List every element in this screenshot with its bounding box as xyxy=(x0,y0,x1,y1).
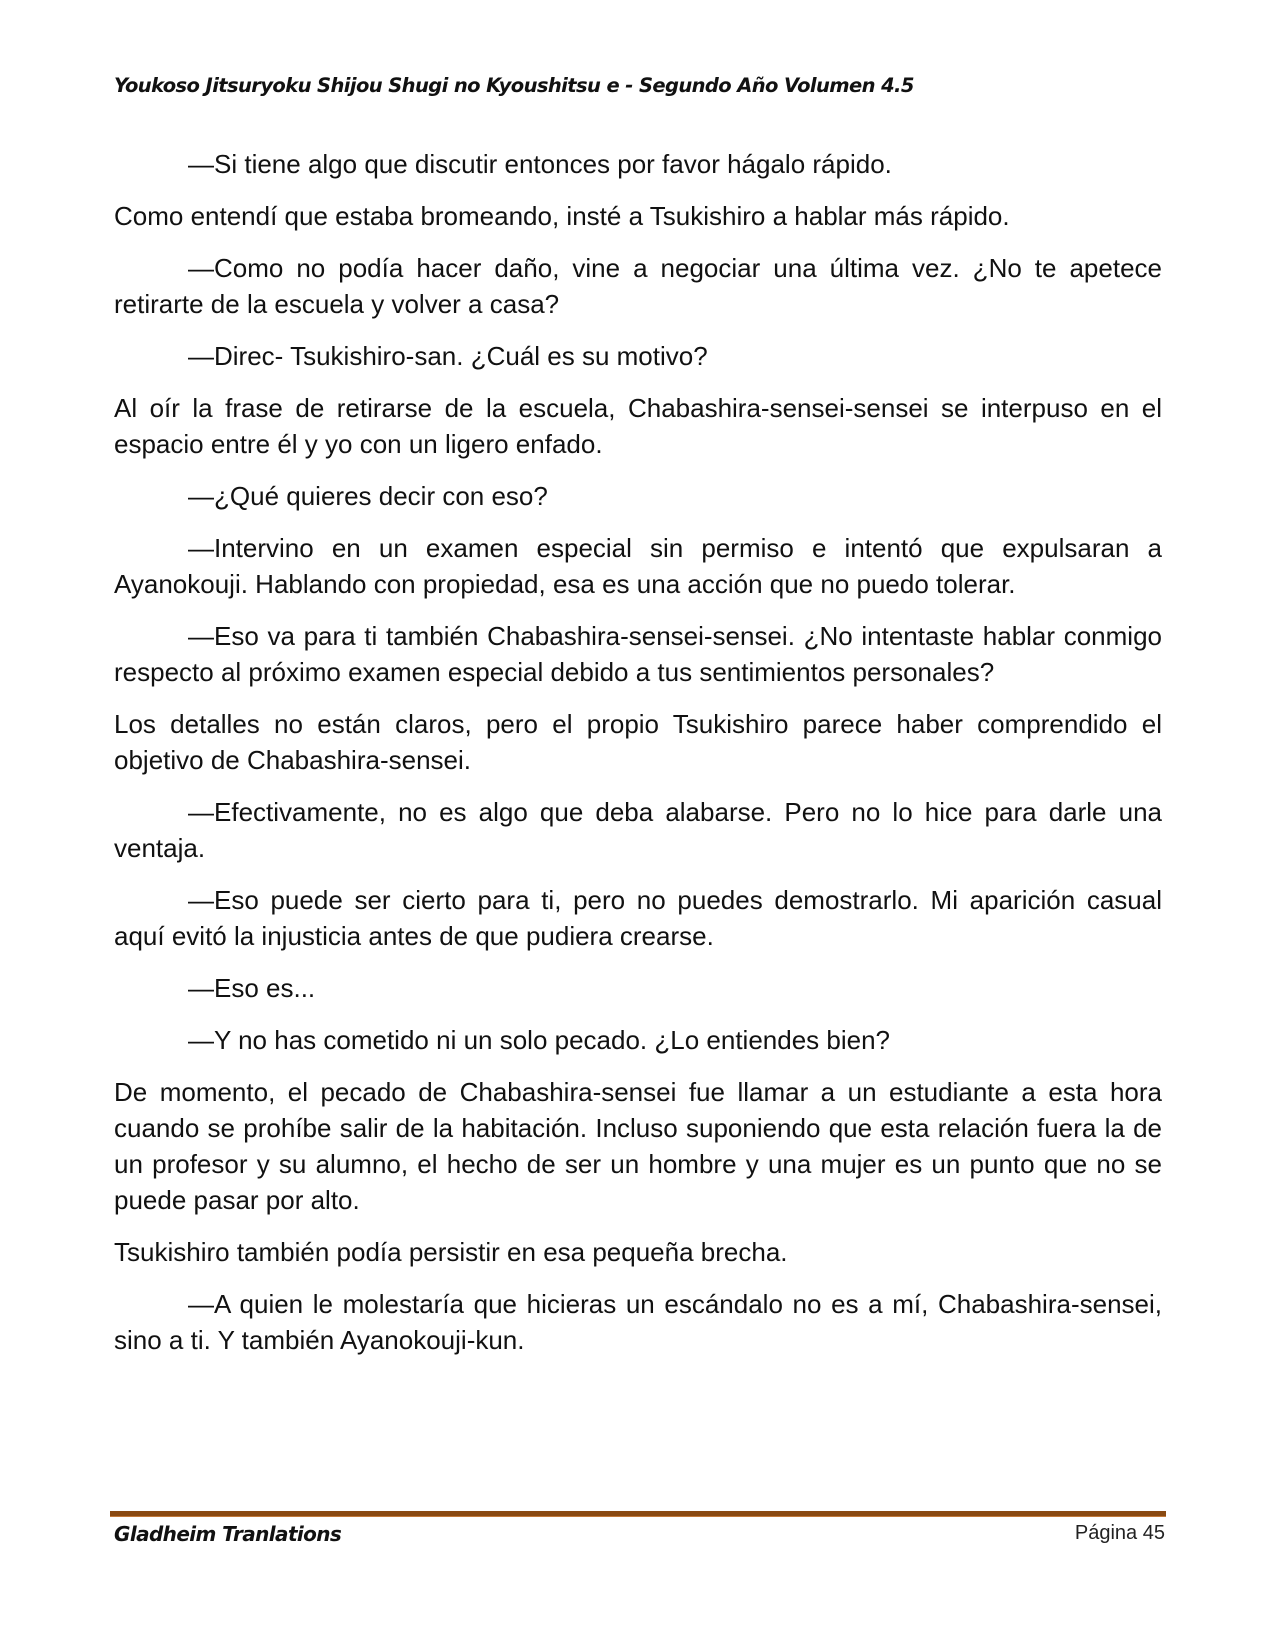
paragraph: Los detalles no están claros, pero el propio Tsukishiro parece haber comprendido el objetivo de Chabashira-sensei. xyxy=(114,709,1162,775)
paragraph: —Direc- Tsukishiro-san. ¿Cuál es su motivo? xyxy=(188,341,708,371)
paragraph: —Eso puede ser cierto para ti, pero no puedes demostrarlo. Mi aparición casual aquí evitó la injusticia antes de que pudiera crearse. xyxy=(114,885,1162,951)
paragraph: Tsukishiro también podía persistir en esa pequeña brecha. xyxy=(114,1237,788,1267)
paragraph: Al oír la frase de retirarse de la escuela, Chabashira-sensei-sensei se interpuso en el espacio entre él y yo con un ligero enfado. xyxy=(114,393,1162,459)
paragraph: —¿Qué quieres decir con eso? xyxy=(188,481,548,511)
paragraph: —Si tiene algo que discutir entonces por favor hágalo rápido. xyxy=(188,149,892,179)
paragraph: De momento, el pecado de Chabashira-sensei fue llamar a un estudiante a esta hora cuando se prohíbe salir de la habitación. Incluso suponiendo que esta relación fuera la de un profesor y su alumno, el hecho de ser un hombre y una mujer es un punto que no se puede pasar por alto. xyxy=(114,1077,1162,1215)
paragraph: —Intervino en un examen especial sin permiso e intentó que expulsaran a Ayanokouji. Hablando con propiedad, esa es una acción que no puedo tolerar. xyxy=(114,533,1162,599)
body-text xyxy=(114,146,1162,1374)
paragraph: —Eso va para ti también Chabashira-sensei-sensei. ¿No intentaste hablar conmigo respecto al próximo examen especial debido a tus sentimientos personales? xyxy=(114,621,1162,687)
page-number-value: 45 xyxy=(1142,1522,1165,1544)
page-label: Página xyxy=(1074,1522,1138,1544)
paragraph: —A quien le molestaría que hicieras un escándalo no es a mí, Chabashira-sensei, sino a ti. Y también Ayanokouji-kun. xyxy=(114,1289,1162,1355)
paragraph: —Eso es... xyxy=(188,973,316,1003)
paragraph: —Efectivamente, no es algo que deba alabarse. Pero no lo hice para darle una ventaja. xyxy=(114,797,1162,863)
paragraph: —Y no has cometido ni un solo pecado. ¿Lo entiendes bien? xyxy=(188,1025,890,1055)
paragraph: Como entendí que estaba bromeando, insté a Tsukishiro a hablar más rápido. xyxy=(114,201,1010,231)
page-number xyxy=(1075,1522,1165,1545)
footer-publisher: Gladheim Tranlations xyxy=(114,1522,342,1546)
paragraph: —Como no podía hacer daño, vine a negociar una última vez. ¿No te apetece retirarte de la escuela y volver a casa? xyxy=(114,253,1162,319)
running-header: Youkoso Jitsuryoku Shijou Shugi no Kyoushitsu e - Segundo Año Volumen 4.5 xyxy=(114,74,914,97)
footer-divider xyxy=(110,1511,1166,1517)
